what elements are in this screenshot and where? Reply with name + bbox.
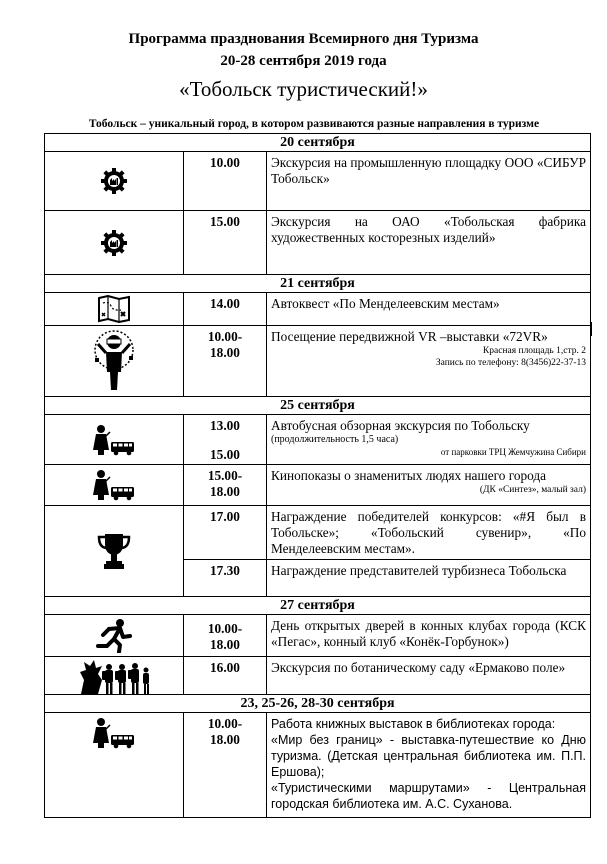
day-header: 20 сентября: [45, 134, 591, 152]
guide-bus-icon: [93, 469, 135, 501]
event-title: Автобусная обзорная экскурсия по Тобольску: [271, 418, 530, 433]
guide-bus-icon: [93, 424, 135, 456]
event-duration: (продолжительность 1,5 часа): [271, 434, 399, 445]
exhibition-1: «Мир без границ» - выставка-путешествие ко Дню туризма. (Детская центральная библиотека им. П.П. Ершова);: [271, 733, 586, 779]
event-description: Награждение победителей конкурсов: «#Я был в Тобольске»; «Тобольский сувенир», «По Менделеевским местам».: [267, 506, 591, 560]
guide-bus-icon: [93, 717, 135, 749]
event-icon-cell: [45, 152, 184, 211]
event-icon-cell: [45, 465, 184, 506]
event-icon-cell: [45, 211, 184, 275]
day-header: 23, 25-26, 28-30 сентября: [45, 695, 591, 713]
gear-factory-icon: [101, 230, 127, 256]
vr-person-icon: [92, 330, 136, 392]
event-description: [267, 326, 591, 397]
event-time: 17.00: [184, 506, 267, 560]
event-icon-cell: [45, 415, 184, 465]
day-header: 21 сентября: [45, 275, 591, 293]
schedule-table: [44, 133, 591, 818]
event-address: Красная площадь 1,стр. 2: [482, 346, 586, 356]
day-header: 25 сентября: [45, 397, 591, 415]
event-description: Экскурсия на промышленную площадку ООО «СИБУР Тобольск»: [267, 152, 591, 211]
event-second-time: 15.00: [210, 447, 240, 462]
event-icon-cell: [45, 293, 184, 326]
event-meeting-point: от парковки ТРЦ Жемчужина Сибири: [440, 447, 586, 457]
event-time: 10.00- 18.00: [184, 713, 267, 818]
text-cursor: [591, 322, 592, 336]
event-time: 14.00: [184, 293, 267, 326]
event-description: Награждение представителей турбизнеса Тобольска: [267, 560, 591, 597]
event-title: Работа книжных выставок в библиотеках города:: [271, 717, 556, 731]
event-title: Кинопоказы о знаменитых людях нашего города: [271, 468, 547, 483]
event-icon-cell: [45, 615, 184, 657]
event-description: Автоквест «По Менделеевским местам»: [267, 293, 591, 326]
day-header: 27 сентября: [45, 597, 591, 615]
event-time: 10.00: [184, 152, 267, 211]
event-time: 15.00- 18.00: [184, 465, 267, 506]
treasure-map-icon: [97, 295, 131, 323]
hikers-icon: [78, 658, 150, 694]
event-time: 17.30: [184, 560, 267, 597]
event-venue: (ДК «Синтез», малый зал): [479, 485, 586, 495]
event-time: 16.00: [184, 657, 267, 695]
exhibition-2: «Туристическими маршрутами» - Центральная городская библиотека им. А.С. Суханова.: [271, 781, 586, 811]
event-description: Экскурсия на ОАО «Тобольская фабрика художественных косторезных изделий»: [267, 211, 591, 275]
event-phone: Запись по телефону: 8(3456)22-37-13: [435, 358, 586, 368]
event-time: 10.00- 18.00: [184, 615, 267, 657]
gear-factory-icon: [101, 168, 127, 194]
program-slogan: «Тобольск туристический!»: [179, 77, 428, 101]
event-start-time: 13.00: [210, 418, 240, 433]
event-time: 15.00: [184, 211, 267, 275]
event-time: [184, 415, 267, 465]
event-description: Экскурсия по ботаническому саду «Ермаково поле»: [267, 657, 591, 695]
event-icon-cell: [45, 506, 184, 597]
event-description: [267, 415, 591, 465]
event-icon-cell: [45, 657, 184, 695]
program-title: Программа празднования Всемирного дня Туризма: [128, 31, 479, 47]
running-man-icon: [95, 619, 133, 653]
event-description: [267, 713, 591, 818]
program-subtitle: Тобольск – уникальный город, в котором развиваются разные направления в туризме: [88, 118, 540, 130]
event-description: День открытых дверей в конных клубах города (КСК «Пегас», конный клуб «Конёк-Горбунок»): [267, 615, 591, 657]
event-icon-cell: [45, 713, 184, 818]
event-time: 10.00- 18.00: [184, 326, 267, 397]
program-dates: 20-28 сентября 2019 года: [220, 53, 387, 69]
event-icon-cell: [45, 326, 184, 397]
trophy-icon: [97, 532, 131, 570]
event-title: Посещение передвижной VR –выставки «72VR»: [271, 329, 548, 344]
event-description: [267, 465, 591, 506]
